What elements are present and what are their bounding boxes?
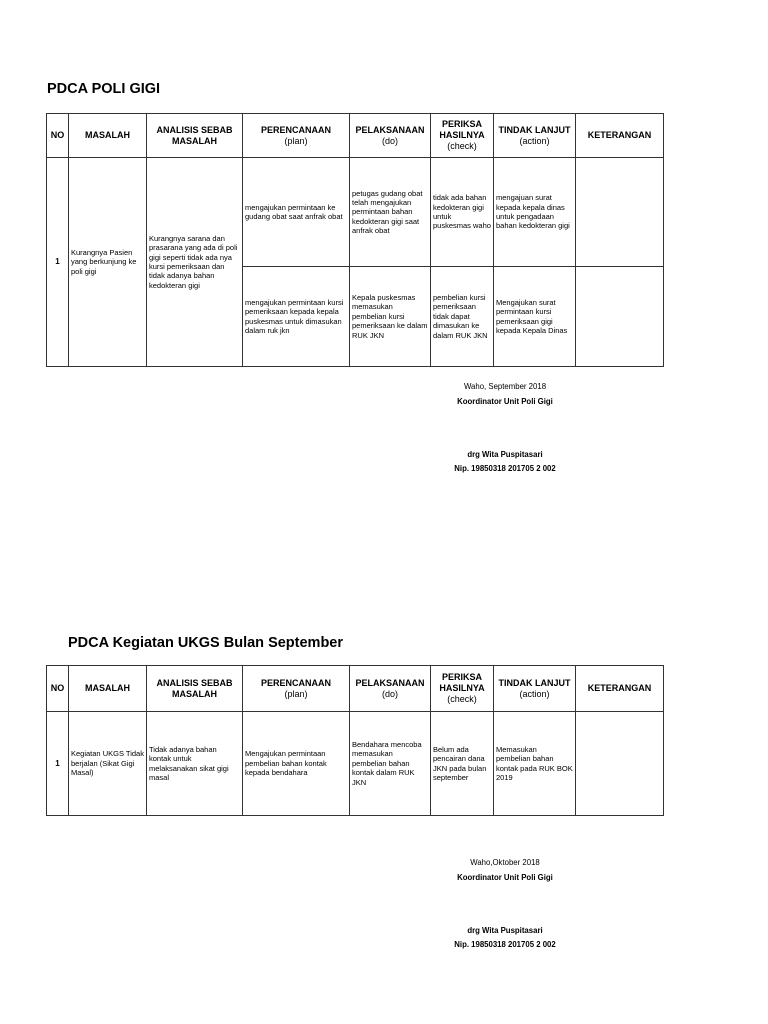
signature-name: drg Wita Puspitasari <box>467 925 543 935</box>
header-no: NO <box>47 666 69 712</box>
cell-pelaksanaan: Kepala puskesmas memasukan pembelian kursi pemeriksaan ke dalam RUK JKN <box>350 267 431 367</box>
cell-no: 1 <box>47 712 69 816</box>
signature-block-1 <box>420 380 590 477</box>
signature-space <box>420 410 590 448</box>
header-tindak-lanjut: TINDAK LANJUT (action) <box>494 114 576 158</box>
signature-nip: Nip. 19850318 201705 2 002 <box>454 940 556 950</box>
header-keterangan: KETERANGAN <box>576 666 664 712</box>
section1-title: PDCA POLI GIGI <box>47 81 161 97</box>
section2-title: PDCA Kegiatan UKGS Bulan September <box>68 635 344 651</box>
header-masalah: MASALAH <box>69 114 147 158</box>
header-perencanaan: PERENCANAAN (plan) <box>243 114 350 158</box>
signature-role: Koordinator Unit Poli Gigi <box>457 872 553 882</box>
cell-masalah: Kegiatan UKGS Tidak berjalan (Sikat Gigi Masal) <box>69 712 147 816</box>
cell-tindak-lanjut: Memasukan pembelian bahan kontak pada RUK BOK 2019 <box>494 712 576 816</box>
header-pelaksanaan: PELAKSANAAN (do) <box>350 666 431 712</box>
pdca-table-ukgs <box>46 665 664 816</box>
cell-perencanaan: Mengajukan permintaan pembelian bahan kontak kepada bendahara <box>243 712 350 816</box>
cell-periksa: pembelian kursi pemeriksaan tidak dapat dimasukan ke dalam RUK JKN <box>431 267 494 367</box>
signature-place-date: Waho, September 2018 <box>463 382 547 391</box>
header-periksa: PERIKSA HASILNYA (check) <box>431 114 494 158</box>
header-pelaksanaan: PELAKSANAAN (do) <box>350 114 431 158</box>
cell-pelaksanaan: Bendahara mencoba memasukan pembelian bahan kontak dalam RUK JKN <box>350 712 431 816</box>
cell-keterangan <box>576 267 664 367</box>
cell-masalah: Kurangnya Pasien yang berkunjung ke poli gigi <box>69 158 147 367</box>
signature-place-date: Waho,Oktober 2018 <box>470 858 540 867</box>
signature-name: drg Wita Puspitasari <box>467 449 543 459</box>
cell-analisis: Kurangnya sarana dan prasarana yang ada di poli gigi seperti tidak ada nya kursi pemeriksaan dan tidak adanya bahan kedokteran gigi <box>147 158 243 367</box>
cell-pelaksanaan: petugas gudang obat telah mengajukan permintaan bahan kedokteran gigi saat anfrak obat <box>350 158 431 267</box>
cell-keterangan <box>576 712 664 816</box>
header-periksa: PERIKSA HASILNYA (check) <box>431 666 494 712</box>
header-keterangan: KETERANGAN <box>576 114 664 158</box>
pdca-table-poli-gigi <box>46 113 664 367</box>
header-analisis: ANALISIS SEBAB MASALAH <box>147 666 243 712</box>
cell-periksa: Belum ada pencairan dana JKN pada bulan september <box>431 712 494 816</box>
signature-role: Koordinator Unit Poli Gigi <box>457 396 553 406</box>
signature-block-2 <box>420 856 590 953</box>
cell-perencanaan: mengajukan permintaan ke gudang obat saat anfrak obat <box>243 158 350 267</box>
cell-tindak-lanjut: Mengajukan surat permintaan kursi pemeriksaan gigi kepada Kepala Dinas <box>494 267 576 367</box>
header-analisis: ANALISIS SEBAB MASALAH <box>147 114 243 158</box>
cell-keterangan <box>576 158 664 267</box>
table-header-row <box>47 114 664 158</box>
header-no: NO <box>47 114 69 158</box>
cell-no: 1 <box>47 158 69 367</box>
cell-perencanaan: mengajukan permintaan kursi pemeriksaan kepada kepala puskesmas untuk dimasukan dalam ruk jkn <box>243 267 350 367</box>
table-row <box>47 158 664 267</box>
cell-analisis: Tidak adanya bahan kontak untuk melaksanakan sikat gigi masal <box>147 712 243 816</box>
header-tindak-lanjut: TINDAK LANJUT (action) <box>494 666 576 712</box>
header-perencanaan: PERENCANAAN (plan) <box>243 666 350 712</box>
header-masalah: MASALAH <box>69 666 147 712</box>
signature-space <box>420 886 590 924</box>
table-header-row <box>47 666 664 712</box>
signature-nip: Nip. 19850318 201705 2 002 <box>454 464 556 474</box>
table-row <box>47 712 664 816</box>
cell-periksa: tidak ada bahan kedokteran gigi untuk puskesmas waho <box>431 158 494 267</box>
cell-tindak-lanjut: mengajuan surat kepada kepala dinas untuk pengadaan bahan kedokteran gigi <box>494 158 576 267</box>
